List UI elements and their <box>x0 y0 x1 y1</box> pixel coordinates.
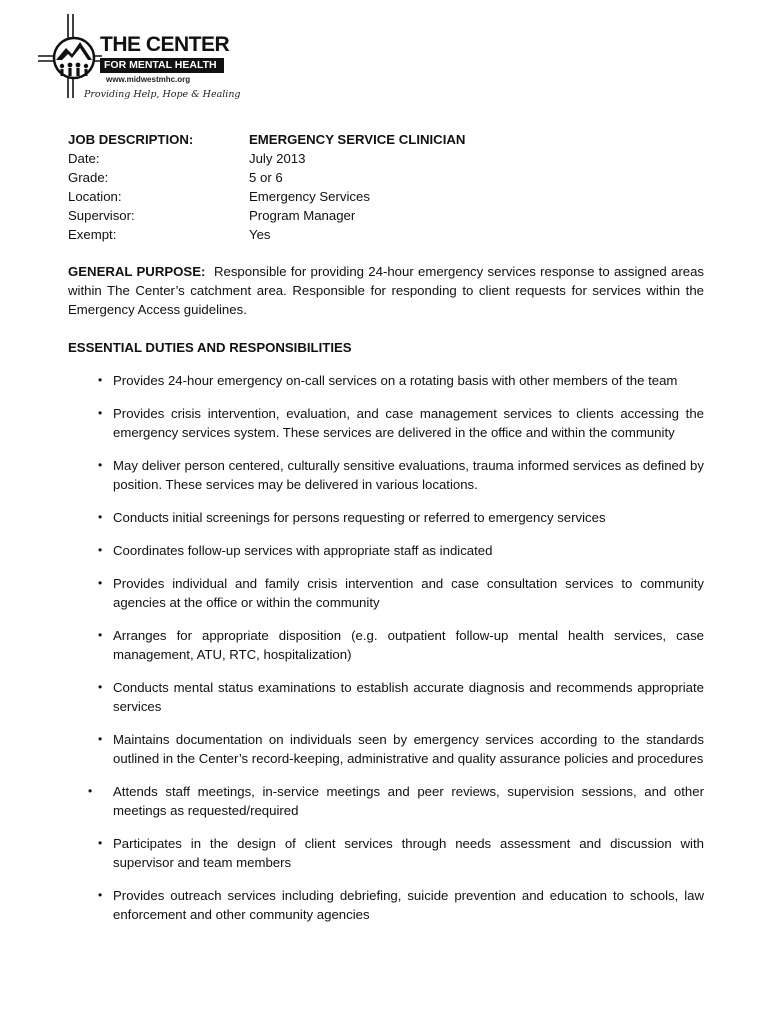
bullet-icon: • <box>98 373 103 387</box>
list-item-text: Provides 24-hour emergency on-call services on a rotating basis with other members of the team <box>113 373 678 388</box>
meta-value: Program Manager <box>249 208 356 223</box>
bullet-icon: • <box>98 628 103 642</box>
list-item-text: Provides crisis intervention, evaluation, and case management services to clients accessing the emergency services system. These services are delivered in the office and within the community <box>113 406 704 440</box>
document-body <box>68 130 704 938</box>
job-meta-table <box>68 130 704 244</box>
bullet-icon: • <box>98 888 103 902</box>
general-purpose-text: Responsible for providing 24-hour emergency services response to assigned areas within The Center’s catchment area. Responsible for responding to client requests for services within the Emergency Access guidelines. <box>68 264 705 317</box>
meta-row-grade <box>68 168 704 187</box>
list-item <box>68 371 704 390</box>
list-item-text: Conducts initial screenings for persons requesting or referred to emergency services <box>113 510 606 525</box>
list-item-text: Attends staff meetings, in-service meetings and peer reviews, supervision sessions, and other meetings as requested/required <box>113 784 704 818</box>
meta-value: Yes <box>249 227 271 242</box>
bullet-icon: • <box>98 406 103 420</box>
list-item-text: Maintains documentation on individuals seen by emergency services according to the standards outlined in the Center’s record-keeping, administrative and quality assurance policies and procedures <box>113 732 704 766</box>
organization-logo <box>36 12 241 104</box>
meta-row-supervisor <box>68 206 704 225</box>
logo-tagline: Providing Help, Hope & Healing <box>84 89 241 100</box>
list-item <box>68 730 704 768</box>
list-item-text: Provides individual and family crisis intervention and case consultation services to community agencies at the office or within the community <box>113 576 704 610</box>
general-purpose-label: GENERAL PURPOSE: <box>68 264 206 279</box>
list-item-text: Arranges for appropriate disposition (e.g. outpatient follow-up mental health services, case management, ATU, RTC, hospitalization) <box>113 628 704 662</box>
bullet-icon: • <box>98 576 103 590</box>
list-item-text: Conducts mental status examinations to establish accurate diagnosis and recommends appropriate services <box>113 680 704 714</box>
list-item <box>68 782 704 820</box>
list-item <box>68 541 704 560</box>
list-item <box>68 626 704 664</box>
meta-value: 5 or 6 <box>249 170 283 185</box>
meta-label: Grade: <box>68 170 109 185</box>
meta-value: EMERGENCY SERVICE CLINICIAN <box>249 132 466 147</box>
logo-subtitle: FOR MENTAL HEALTH <box>100 58 224 73</box>
bullet-icon: • <box>98 510 103 524</box>
list-item-text: Provides outreach services including debriefing, suicide prevention and education to schools, law enforcement and other community agencies <box>113 888 704 922</box>
bullet-icon: • <box>98 732 103 746</box>
list-item <box>68 508 704 527</box>
bullet-icon: • <box>98 836 103 850</box>
list-item <box>68 404 704 442</box>
meta-value: Emergency Services <box>249 189 370 204</box>
meta-row-date <box>68 149 704 168</box>
bullet-icon: • <box>88 784 93 798</box>
meta-label: Location: <box>68 189 122 204</box>
general-purpose <box>68 262 704 319</box>
logo-title: THE CENTER <box>100 33 230 56</box>
list-item-text: Coordinates follow-up services with appropriate staff as indicated <box>113 543 493 558</box>
duties-heading: ESSENTIAL DUTIES AND RESPONSIBILITIES <box>68 340 352 355</box>
meta-row-location <box>68 187 704 206</box>
logo-website: www.midwestmhc.org <box>106 75 191 84</box>
list-item-text: May deliver person centered, culturally sensitive evaluations, trauma informed services as defined by position. These services may be delivered in various locations. <box>113 458 704 492</box>
bullet-icon: • <box>98 543 103 557</box>
meta-label: JOB DESCRIPTION: <box>68 132 194 147</box>
bullet-icon: • <box>98 458 103 472</box>
list-item <box>68 834 704 872</box>
list-item <box>68 886 704 924</box>
list-item <box>68 574 704 612</box>
meta-label: Exempt: <box>68 227 117 242</box>
bullet-icon: • <box>98 680 103 694</box>
duties-list <box>68 371 704 924</box>
meta-label: Supervisor: <box>68 208 135 223</box>
meta-row-job-description <box>68 130 704 149</box>
list-item-text: Participates in the design of client services through needs assessment and discussion with supervisor and team members <box>113 836 704 870</box>
meta-row-exempt <box>68 225 704 244</box>
meta-label: Date: <box>68 151 100 166</box>
list-item <box>68 456 704 494</box>
meta-value: July 2013 <box>249 151 306 166</box>
list-item <box>68 678 704 716</box>
